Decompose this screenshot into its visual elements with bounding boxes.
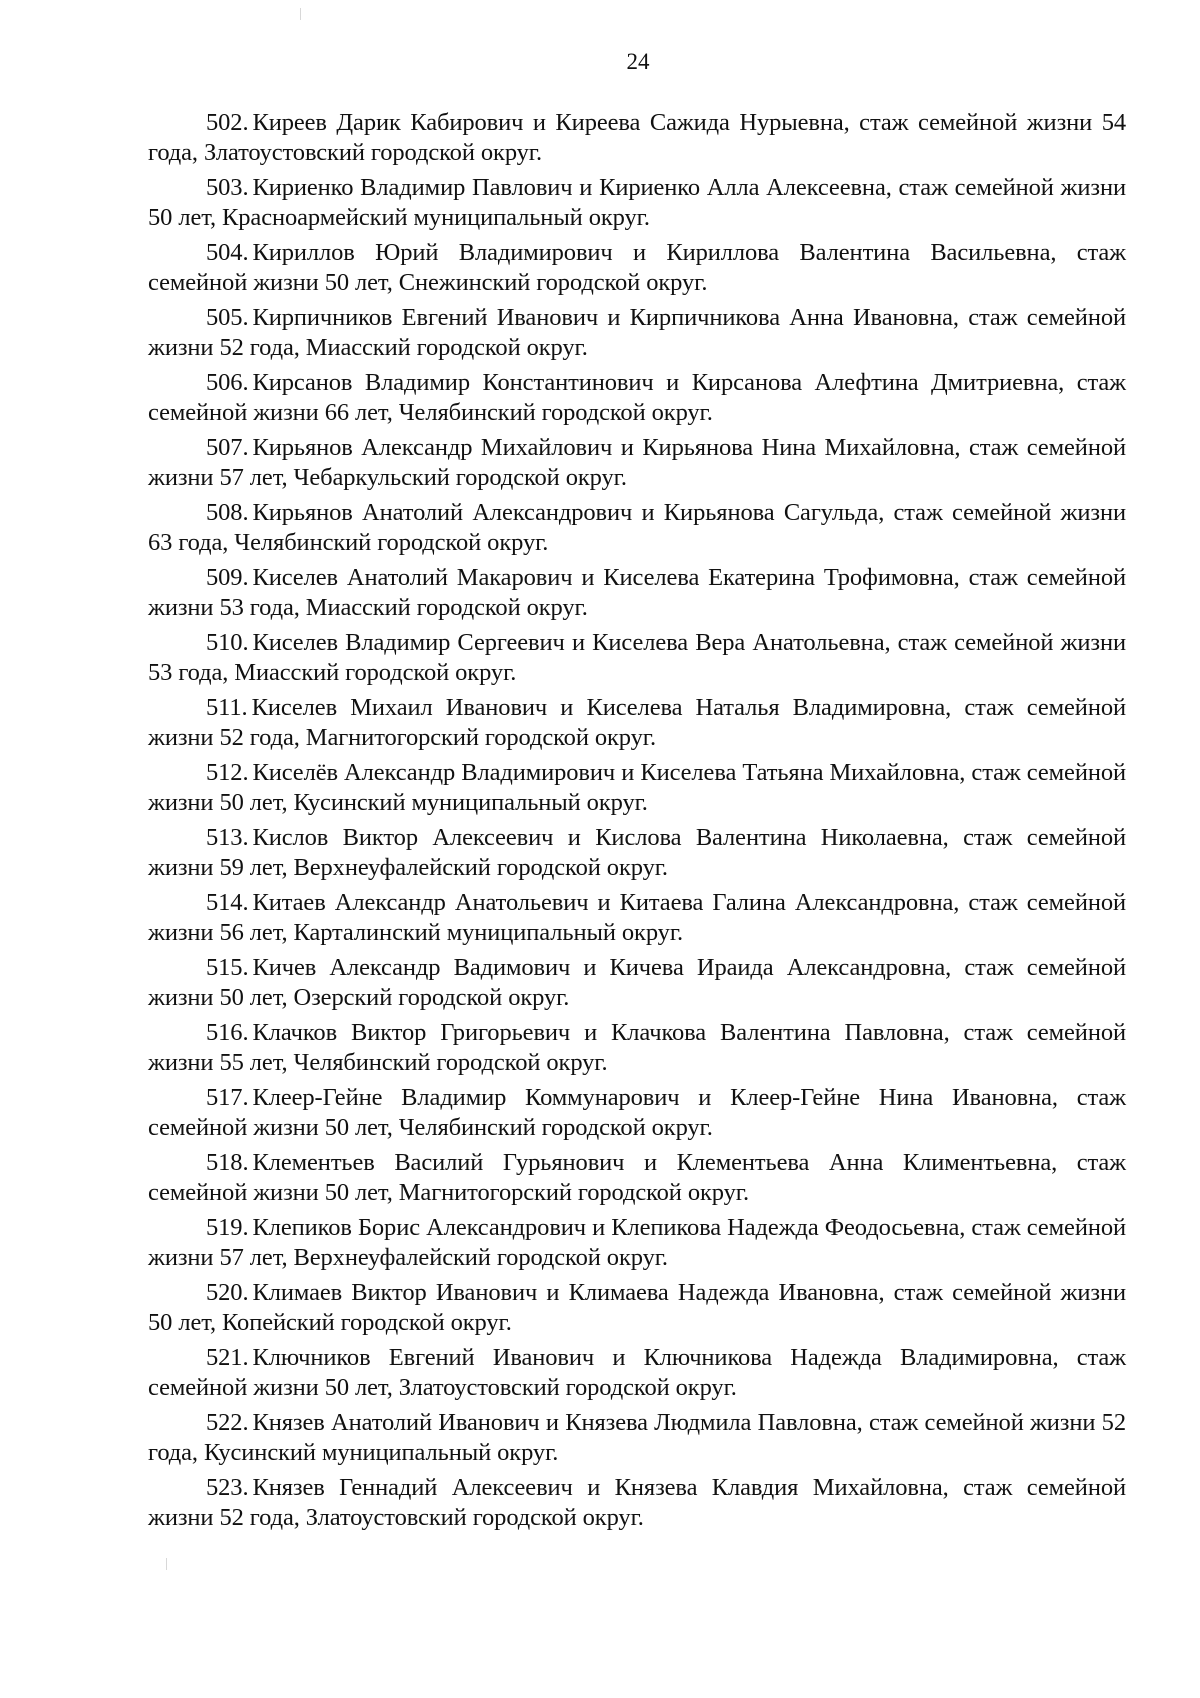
list-item [148,433,1126,493]
list-item [148,563,1126,623]
entry-text: Клементьев Василий Гурьянович и Клементьева Анна Климентьевна, стаж семейной жизни 50 лет, Магнитогорский городской округ. [148,1149,1126,1206]
entry-text: Кириенко Владимир Павлович и Кириенко Алла Алексеевна, стаж семейной жизни 50 лет, Красноармейский муниципальный округ. [148,174,1126,231]
entry-text: Клеер-Гейне Владимир Коммунарович и Клеер-Гейне Нина Ивановна, стаж семейной жизни 50 лет, Челябинский городской округ. [148,1084,1126,1141]
entry-number: 517. [206,1084,249,1111]
list-item [148,498,1126,558]
list-item [148,1148,1126,1208]
entry-text: Клепиков Борис Александрович и Клепикова Надежда Феодосьевна, стаж семейной жизни 57 лет, Верхнеуфалейский городской округ. [148,1214,1126,1271]
entry-text: Кирьянов Александр Михайлович и Кирьянова Нина Михайловна, стаж семейной жизни 57 лет, Чебаркульский городской округ. [148,434,1126,491]
entry-number: 519. [206,1214,249,1241]
entry-number: 516. [206,1019,249,1046]
entry-text: Кирсанов Владимир Константинович и Кирсанова Алефтина Дмитриевна, стаж семейной жизни 66 лет, Челябинский городской округ. [148,369,1126,426]
entry-text: Кирьянов Анатолий Александрович и Кирьянова Сагульда, стаж семейной жизни 63 года, Челябинский городской округ. [148,499,1126,556]
list-item [148,1408,1126,1468]
entry-text: Киселёв Александр Владимирович и Киселева Татьяна Михайловна, стаж семейной жизни 50 лет, Кусинский муниципальный округ. [148,759,1126,816]
list-item [148,1213,1126,1273]
list-item [148,173,1126,233]
entry-text: Кирпичников Евгений Иванович и Кирпичникова Анна Ивановна, стаж семейной жизни 52 года, Миасский городской округ. [148,304,1126,361]
entry-number: 513. [206,824,249,851]
entry-number: 504. [206,239,249,266]
entry-number: 514. [206,889,249,916]
list-item [148,953,1126,1013]
entry-text: Киселев Анатолий Макарович и Киселева Екатерина Трофимовна, стаж семейной жизни 53 года, Миасский городской округ. [148,564,1126,621]
entry-number: 503. [206,174,249,201]
list-item [148,1083,1126,1143]
entry-number: 505. [206,304,249,331]
entry-text: Китаев Александр Анатольевич и Китаева Галина Александровна, стаж семейной жизни 56 лет, Карталинский муниципальный округ. [148,889,1126,946]
entry-text: Князев Анатолий Иванович и Князева Людмила Павловна, стаж семейной жизни 52 года, Кусинский муниципальный округ. [148,1409,1126,1466]
entry-text: Киселев Михаил Иванович и Киселева Наталья Владимировна, стаж семейной жизни 52 года, Магнитогорский городской округ. [148,694,1126,751]
entry-number: 522. [206,1409,249,1436]
entry-number: 509. [206,564,249,591]
list-item [148,368,1126,428]
list-item [148,888,1126,948]
list-item [148,1343,1126,1403]
entry-text: Кириллов Юрий Владимирович и Кириллова Валентина Васильевна, стаж семейной жизни 50 лет, Снежинский городской округ. [148,239,1126,296]
list-item [148,1018,1126,1078]
entry-number: 506. [206,369,249,396]
entry-text: Клачков Виктор Григорьевич и Клачкова Валентина Павловна, стаж семейной жизни 55 лет, Челябинский городской округ. [148,1019,1126,1076]
entry-text: Киреев Дарик Кабирович и Киреева Сажида Нурыевна, стаж семейной жизни 54 года, Златоустовский городской округ. [148,109,1126,166]
list-item [148,303,1126,363]
list-item [148,238,1126,298]
list-item [148,108,1126,168]
entry-text: Князев Геннадий Алексеевич и Князева Клавдия Михайловна, стаж семейной жизни 52 года, Златоустовский городской округ. [148,1474,1126,1531]
entry-text: Кислов Виктор Алексеевич и Кислова Валентина Николаевна, стаж семейной жизни 59 лет, Верхнеуфалейский городской округ. [148,824,1126,881]
entry-number: 523. [206,1474,249,1501]
list-item [148,758,1126,818]
entry-list [148,108,1126,1533]
entry-number: 511. [206,694,248,721]
entry-number: 508. [206,499,249,526]
entry-number: 507. [206,434,249,461]
scan-artifact-top [300,8,301,20]
entry-text: Климаев Виктор Иванович и Климаева Надежда Ивановна, стаж семейной жизни 50 лет, Копейский городской округ. [148,1279,1126,1336]
list-item [148,1278,1126,1338]
entry-number: 510. [206,629,249,656]
list-item [148,823,1126,883]
entry-text: Кичев Александр Вадимович и Кичева Ираида Александровна, стаж семейной жизни 50 лет, Озерский городской округ. [148,954,1126,1011]
entry-number: 518. [206,1149,249,1176]
entry-text: Киселев Владимир Сергеевич и Киселева Вера Анатольевна, стаж семейной жизни 53 года, Миасский городской округ. [148,629,1126,686]
entry-number: 515. [206,954,249,981]
entry-number: 512. [206,759,249,786]
scan-artifact-bottom [166,1558,167,1570]
entry-number: 520. [206,1279,249,1306]
entry-number: 502. [206,109,249,136]
entry-number: 521. [206,1344,249,1371]
page-number: 24 [626,49,650,74]
list-item [148,1473,1126,1533]
list-item [148,693,1126,753]
list-item [148,628,1126,688]
entry-text: Ключников Евгений Иванович и Ключникова Надежда Владимировна, стаж семейной жизни 50 лет, Златоустовский городской округ. [148,1344,1126,1401]
